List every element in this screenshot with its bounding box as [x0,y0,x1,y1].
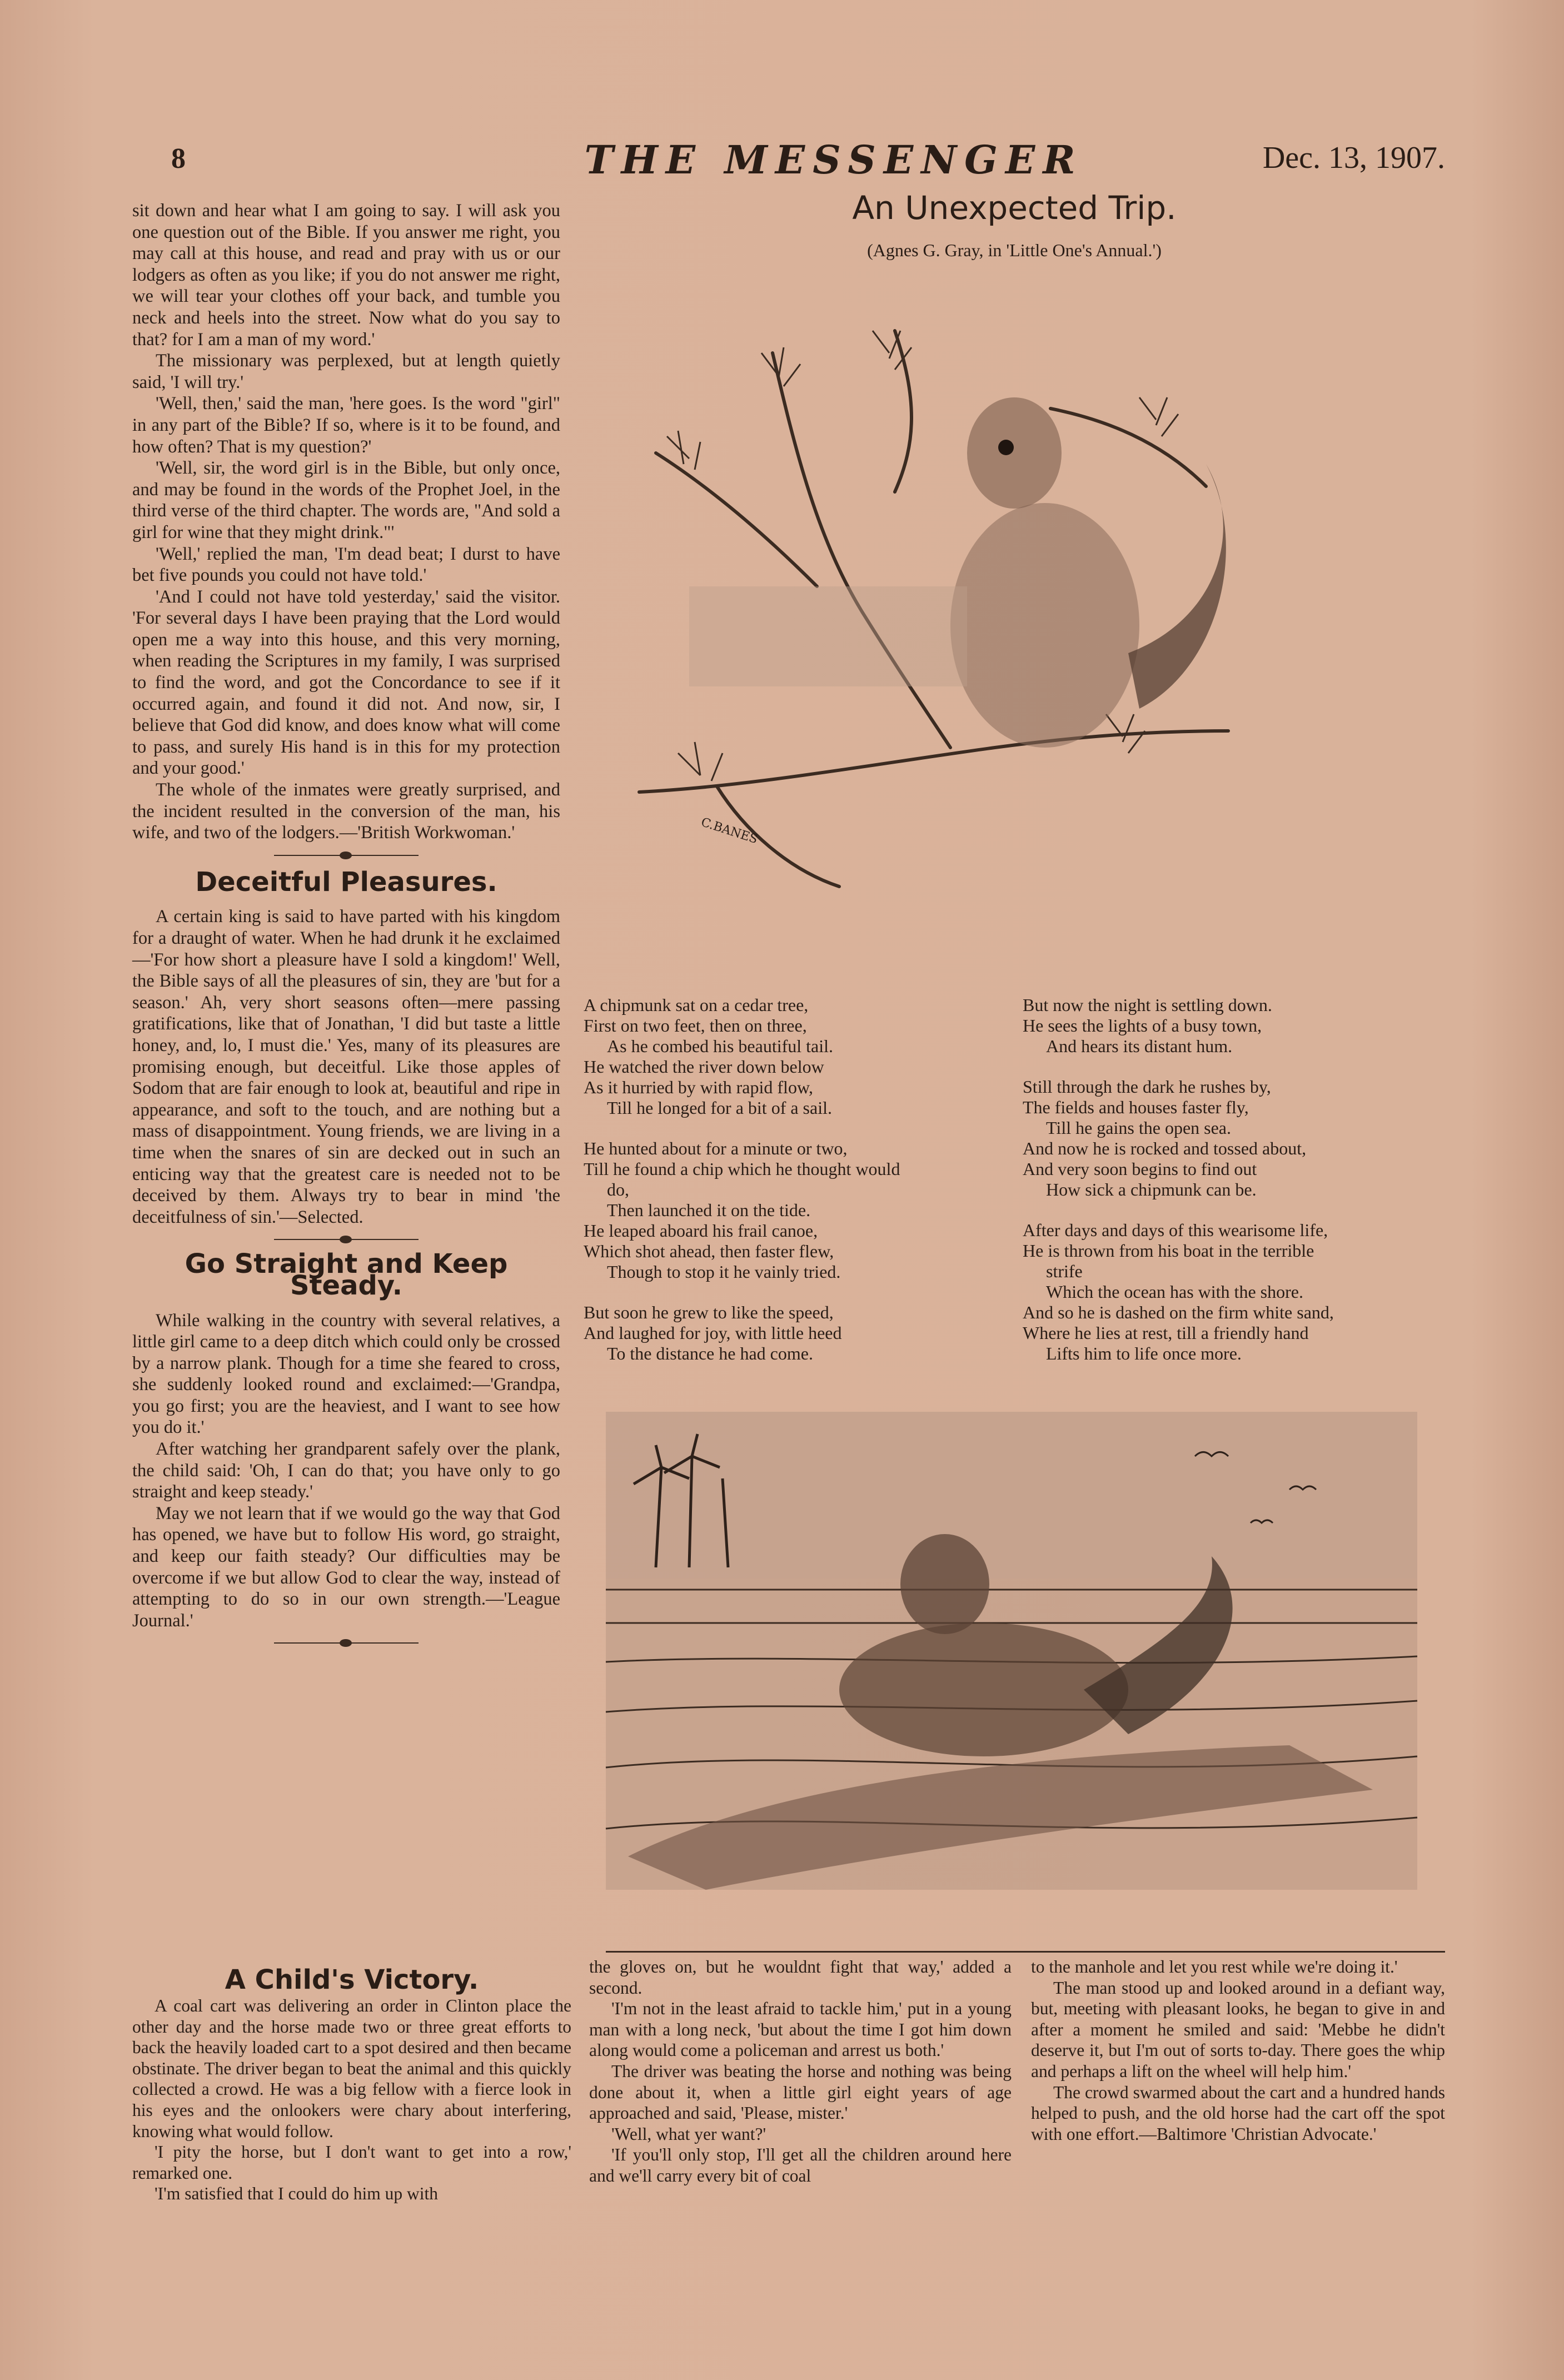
poem-line: But now the night is settling down. [1023,995,1272,1015]
stanza [584,1138,1017,1282]
victory-column-1 [132,1995,571,2204]
poem-line: Till he found a chip which he thought would [584,1159,900,1179]
page-header [167,133,1445,183]
victory-paragraph: to the manhole and let you rest while we're doing it.' [1031,1957,1398,1976]
victory-column-3 [1031,1956,1445,2144]
victory-paragraph: 'I'm not in the least afraid to tackle him,' put in a young man with a long neck, 'but about the time I got him down along would come a policeman and arrest us both.' [589,1999,1012,2060]
poem-line: He watched the river down below [584,1057,824,1077]
childs-victory-title: A Child's Victory. [225,1964,479,1995]
chipmunk-tree-illustration [606,308,1301,970]
poem-line: How sick a chipmunk can be. [1046,1179,1257,1199]
poem-line: As it hurried by with rapid flow, [584,1077,813,1097]
victory-paragraph: 'I pity the horse, but I don't want to get into a row,' remarked one. [132,2142,571,2183]
poem-line: And so he is dashed on the firm white sand, [1023,1302,1334,1322]
poem-line: To the distance he had come. [607,1343,813,1363]
masthead: THE MESSENGER [584,137,1083,183]
deceitful-pleasures-title: Deceitful Pleasures. [195,866,497,898]
page-number: 8 [171,143,186,175]
poem-left-column [584,995,1017,1364]
victory-column-2 [589,1956,1012,2187]
poem-line: Which shot ahead, then faster flew, [584,1241,834,1261]
victory-paragraph: The crowd swarmed about the cart and a hundred hands helped to push, and the old horse had the cart off the spot with one effort.—Baltimore 'Christian Advocate.' [1031,2082,1445,2144]
section-divider [274,1639,419,1647]
poem-line: do, [607,1179,629,1199]
poem-line: Lifts him to life once more. [1046,1343,1242,1363]
poem-line: But soon he grew to like the speed, [584,1302,834,1322]
stanza [584,1302,1017,1364]
poem-line: Which the ocean has with the shore. [1046,1282,1303,1302]
go-straight-paragraph: While walking in the country with several relatives, a little girl came to a deep ditch which could only be crossed by a narrow plank. Though for a time she feared to cross, she suddenly looked round and exclaimed:—'Grandpa, you go first; you are the heaviest, and I want to see how you do it.' [132,1310,560,1438]
poem-line: Till he gains the open sea. [1046,1118,1231,1138]
poem-line: The fields and houses faster fly, [1023,1097,1249,1117]
stanza [1023,1220,1445,1364]
poem-line: Though to stop it he vainly tried. [607,1262,841,1282]
article-paragraph: sit down and hear what I am going to say. I will ask you one question out of the Bible. If you answer me right, you may call at this house, and read and pray with us or our lodgers as often as you like; if you do not answer me right, we will tear your clothes off your back, and tumble you neck and heels into the street. Now what do you say to that? for I am a man of my word.' [132,201,560,350]
poem-line: He leaped aboard his frail canoe, [584,1221,818,1241]
poem-line: And very soon begins to find out [1023,1159,1257,1179]
stanza-gap [1023,1057,1445,1077]
go-straight-paragraph: May we not learn that if we would go the way that God has opened, we have but to follow His word, go straight, and keep our faith steady? Our difficulties may be overcome if we but allow God to clear the way, instead of attempting to do so in our own strength.—'League Journal.' [132,1503,560,1631]
go-straight-paragraph: After watching her grandparent safely over the plank, the child said: 'Oh, I can do that; you have only to go straight and keep steady.' [132,1439,560,1502]
article-paragraph: 'Well, then,' said the man, 'here goes. Is the word "girl" in any part of the Bible? If so, where is it to be found, and how often? That is my question?' [132,394,560,457]
poem-right-column [1023,995,1445,1364]
stanza-gap [584,1282,1017,1302]
chipmunk-sea-illustration [595,1401,1428,1901]
chipmunk-figure [950,397,1226,748]
bottom-divider [606,1951,1445,1953]
stanza-gap [1023,1200,1445,1220]
poem-line: After days and days of this wearisome life, [1023,1220,1328,1240]
poem-line: And hears its distant hum. [1046,1036,1233,1056]
article-paragraph: The whole of the inmates were greatly surprised, and the incident resulted in the conversion of the man, his wife, and two of the lodgers.—'British Workwoman.' [132,780,560,843]
section-divider [274,1236,419,1243]
poem-line: Where he lies at rest, till a friendly hand [1023,1323,1309,1343]
poem-line: And now he is rocked and tossed about, [1023,1138,1307,1158]
chipmunk-head [900,1534,989,1634]
stanza [584,995,1017,1118]
horizon-shading [689,586,967,686]
victory-paragraph: 'Well, what yer want?' [611,2124,766,2144]
stanza-gap [584,1118,1017,1138]
victory-paragraph: 'If you'll only stop, I'll get all the children around here and we'll carry every bit of coal [589,2145,1012,2185]
poem-line: He is thrown from his boat in the terrible [1023,1241,1314,1261]
missionary-article [132,200,560,844]
victory-paragraph: the gloves on, but he wouldnt fight that way,' added a second. [589,1957,1012,1998]
article-paragraph: 'Well, sir, the word girl is in the Bible, but only once, and may be found in the words of the Prophet Joel, in the third verse of the third chapter. The words are, "And sold a girl for wine that they might drink."' [132,458,560,542]
deceitful-pleasures-body: A certain king is said to have parted with his kingdom for a draught of water. When he had drunk it he exclaimed—'For how short a pleasure have I sold a kingdom!' Well, the Bible says of all the pleasures of sin, they are 'but for a season.' Ah, very short seasons often—mere passing gratifications, like that of Jonathan, 'I did but taste a little honey, and, lo, I must die.' Yes, many of its pleasures are promising enough, but deceitful. Like those apples of Sodom that are fair enough to look at, beautiful and ripe in appearance, and soft to the touch, and are nothing but a mass of disappointment. Young friends, we are living in a time when the snares of sin are decked out in such an enticing way that the greatest care is needed not to be deceived by them. Always try to bear in mind 'the deceitfulness of sin.'—Selected. [132,907,560,1227]
poem-line: strife [1046,1261,1083,1281]
poem-title: An Unexpected Trip. [852,189,1177,227]
victory-paragraph: A coal cart was delivering an order in Clinton place the other day and the horse made two or three great efforts to back the heavily loaded cart to a spot desired and then became obstinate. The driver began to beat the animal and this quickly collected a crowd. He was a big fellow with a fierce look in his eyes and the onlookers were chary about interfering, knowing what would follow. [132,1996,571,2141]
poem-line: And laughed for joy, with little heed [584,1323,842,1343]
poem-line: He hunted about for a minute or two, [584,1138,848,1158]
section-divider [274,852,419,859]
stanza [1023,1077,1445,1200]
article-paragraph: 'Well,' replied the man, 'I'm dead beat; I durst to have bet five pounds you could not have told.' [132,544,560,586]
poem-line: He sees the lights of a busy town, [1023,1015,1262,1035]
poem-line: Still through the dark he rushes by, [1023,1077,1271,1097]
article-paragraph: 'And I could not have told yesterday,' said the visitor. 'For several days I have been praying that the Lord would open me a way into this house, and this very morning, when reading the Scriptures in my family, I was surprised to find the word, and got the Concordance to see if it occurred again, and found it did not. And now, sir, I believe that God did know, and does know what will come to pass, and surely His hand is in this for my protection and your good.' [132,586,560,779]
go-straight-title: Go Straight and Keep Steady. [185,1248,508,1301]
poem-line: As he combed his beautiful tail. [607,1036,834,1056]
illustrator-signature: C.BANES [699,815,760,847]
poem-credit: (Agnes G. Gray, in 'Little One's Annual.') [867,240,1162,260]
poem-line: A chipmunk sat on a cedar tree, [584,995,809,1015]
poem-line: Then launched it on the tide. [607,1200,811,1220]
stanza [1023,995,1445,1057]
victory-paragraph: 'I'm satisfied that I could do him up with [155,2184,439,2204]
victory-paragraph: The driver was beating the horse and nothing was being done about it, when a little girl eight years of age approached and said, 'Please, mister.' [589,2061,1012,2123]
victory-paragraph: The man stood up and looked around in a defiant way, but, meeting with pleasant looks, he began to give in and after a moment he smiled and said: 'Mebbe he didn't deserve it, but I'm out of sorts to-day. There goes the whip and perhaps a lift on the wheel will help him.' [1031,1978,1445,2081]
poem-line: First on two feet, then on three, [584,1015,807,1035]
poem-line: Till he longed for a bit of a sail. [607,1098,832,1118]
issue-date: Dec. 13, 1907. [1262,141,1445,175]
article-paragraph: The missionary was perplexed, but at length quietly said, 'I will try.' [132,351,560,392]
left-column [132,200,560,1655]
